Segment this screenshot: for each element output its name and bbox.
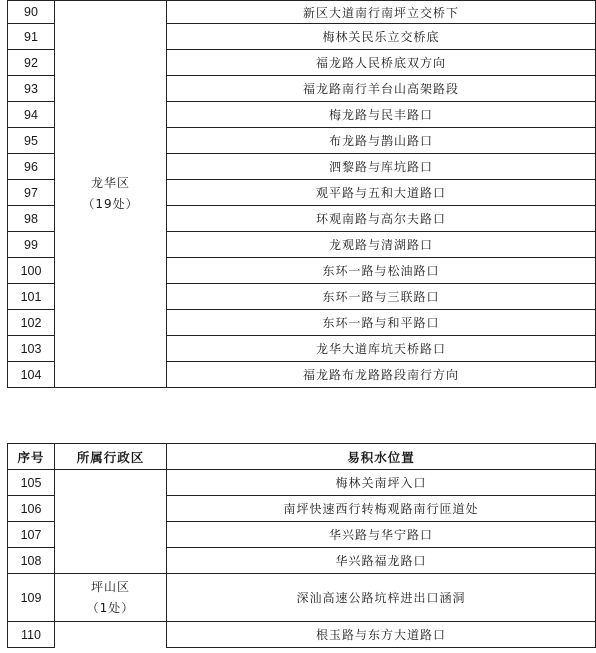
location-cell: 华兴路与华宁路口	[167, 522, 596, 548]
table-row	[8, 470, 596, 496]
location-cell: 龙华大道库坑天桥路口	[167, 336, 596, 362]
location-cell: 环观南路与高尔夫路口	[167, 206, 596, 232]
row-number: 102	[8, 310, 55, 336]
row-number: 103	[8, 336, 55, 362]
header-district: 所属行政区	[55, 444, 167, 470]
location-cell: 根玉路与东方大道路口	[167, 622, 596, 648]
location-cell: 梅林关南坪入口	[167, 470, 596, 496]
row-number: 90	[8, 1, 55, 24]
row-number: 107	[8, 522, 55, 548]
location-cell: 梅林关民乐立交桥底	[167, 24, 596, 50]
location-cell: 华兴路福龙路口	[167, 548, 596, 574]
district-count: （19处）	[82, 197, 139, 211]
table-row	[8, 574, 596, 622]
table-row	[8, 1, 596, 24]
row-number: 110	[8, 622, 55, 648]
district-name: 坪山区	[90, 579, 130, 594]
district-cell-next	[55, 622, 167, 648]
header-number: 序号	[8, 444, 55, 470]
location-cell: 福龙路南行羊台山高架路段	[167, 76, 596, 102]
location-cell: 南坪快速西行转梅观路南行匝道处	[167, 496, 596, 522]
table-header	[8, 444, 596, 470]
row-number: 105	[8, 470, 55, 496]
row-number: 106	[8, 496, 55, 522]
location-cell: 龙观路与清湖路口	[167, 232, 596, 258]
table-row	[8, 622, 596, 648]
row-number: 95	[8, 128, 55, 154]
district-cell	[55, 1, 167, 388]
district-cell	[55, 574, 167, 622]
district-name: 龙华区	[90, 176, 130, 190]
table-body	[8, 470, 596, 648]
row-number: 108	[8, 548, 55, 574]
location-cell: 深汕高速公路坑梓进出口涵洞	[167, 574, 596, 622]
location-cell: 泗黎路与库坑路口	[167, 154, 596, 180]
row-number: 91	[8, 24, 55, 50]
location-cell: 梅龙路与民丰路口	[167, 102, 596, 128]
location-cell: 东环一路与三联路口	[167, 284, 596, 310]
location-cell: 福龙路布龙路路段南行方向	[167, 362, 596, 388]
row-number: 94	[8, 102, 55, 128]
district-count: （1处）	[86, 600, 135, 615]
flood-points-table-longhua	[7, 0, 596, 388]
table-body	[8, 1, 596, 388]
row-number: 100	[8, 258, 55, 284]
location-cell: 新区大道南行南坪立交桥下	[167, 1, 596, 24]
row-number: 98	[8, 206, 55, 232]
location-cell: 布龙路与鹊山路口	[167, 128, 596, 154]
row-number: 99	[8, 232, 55, 258]
location-cell: 福龙路人民桥底双方向	[167, 50, 596, 76]
location-cell: 东环一路与和平路口	[167, 310, 596, 336]
header-location: 易积水位置	[167, 444, 596, 470]
flood-points-table-continued	[7, 443, 596, 648]
row-number: 96	[8, 154, 55, 180]
location-cell: 观平路与五和大道路口	[167, 180, 596, 206]
row-number: 104	[8, 362, 55, 388]
row-number: 101	[8, 284, 55, 310]
district-cell-longhua-continued	[55, 470, 167, 574]
row-number: 109	[8, 574, 55, 622]
location-cell: 东环一路与松油路口	[167, 258, 596, 284]
row-number: 97	[8, 180, 55, 206]
row-number: 92	[8, 50, 55, 76]
row-number: 93	[8, 76, 55, 102]
